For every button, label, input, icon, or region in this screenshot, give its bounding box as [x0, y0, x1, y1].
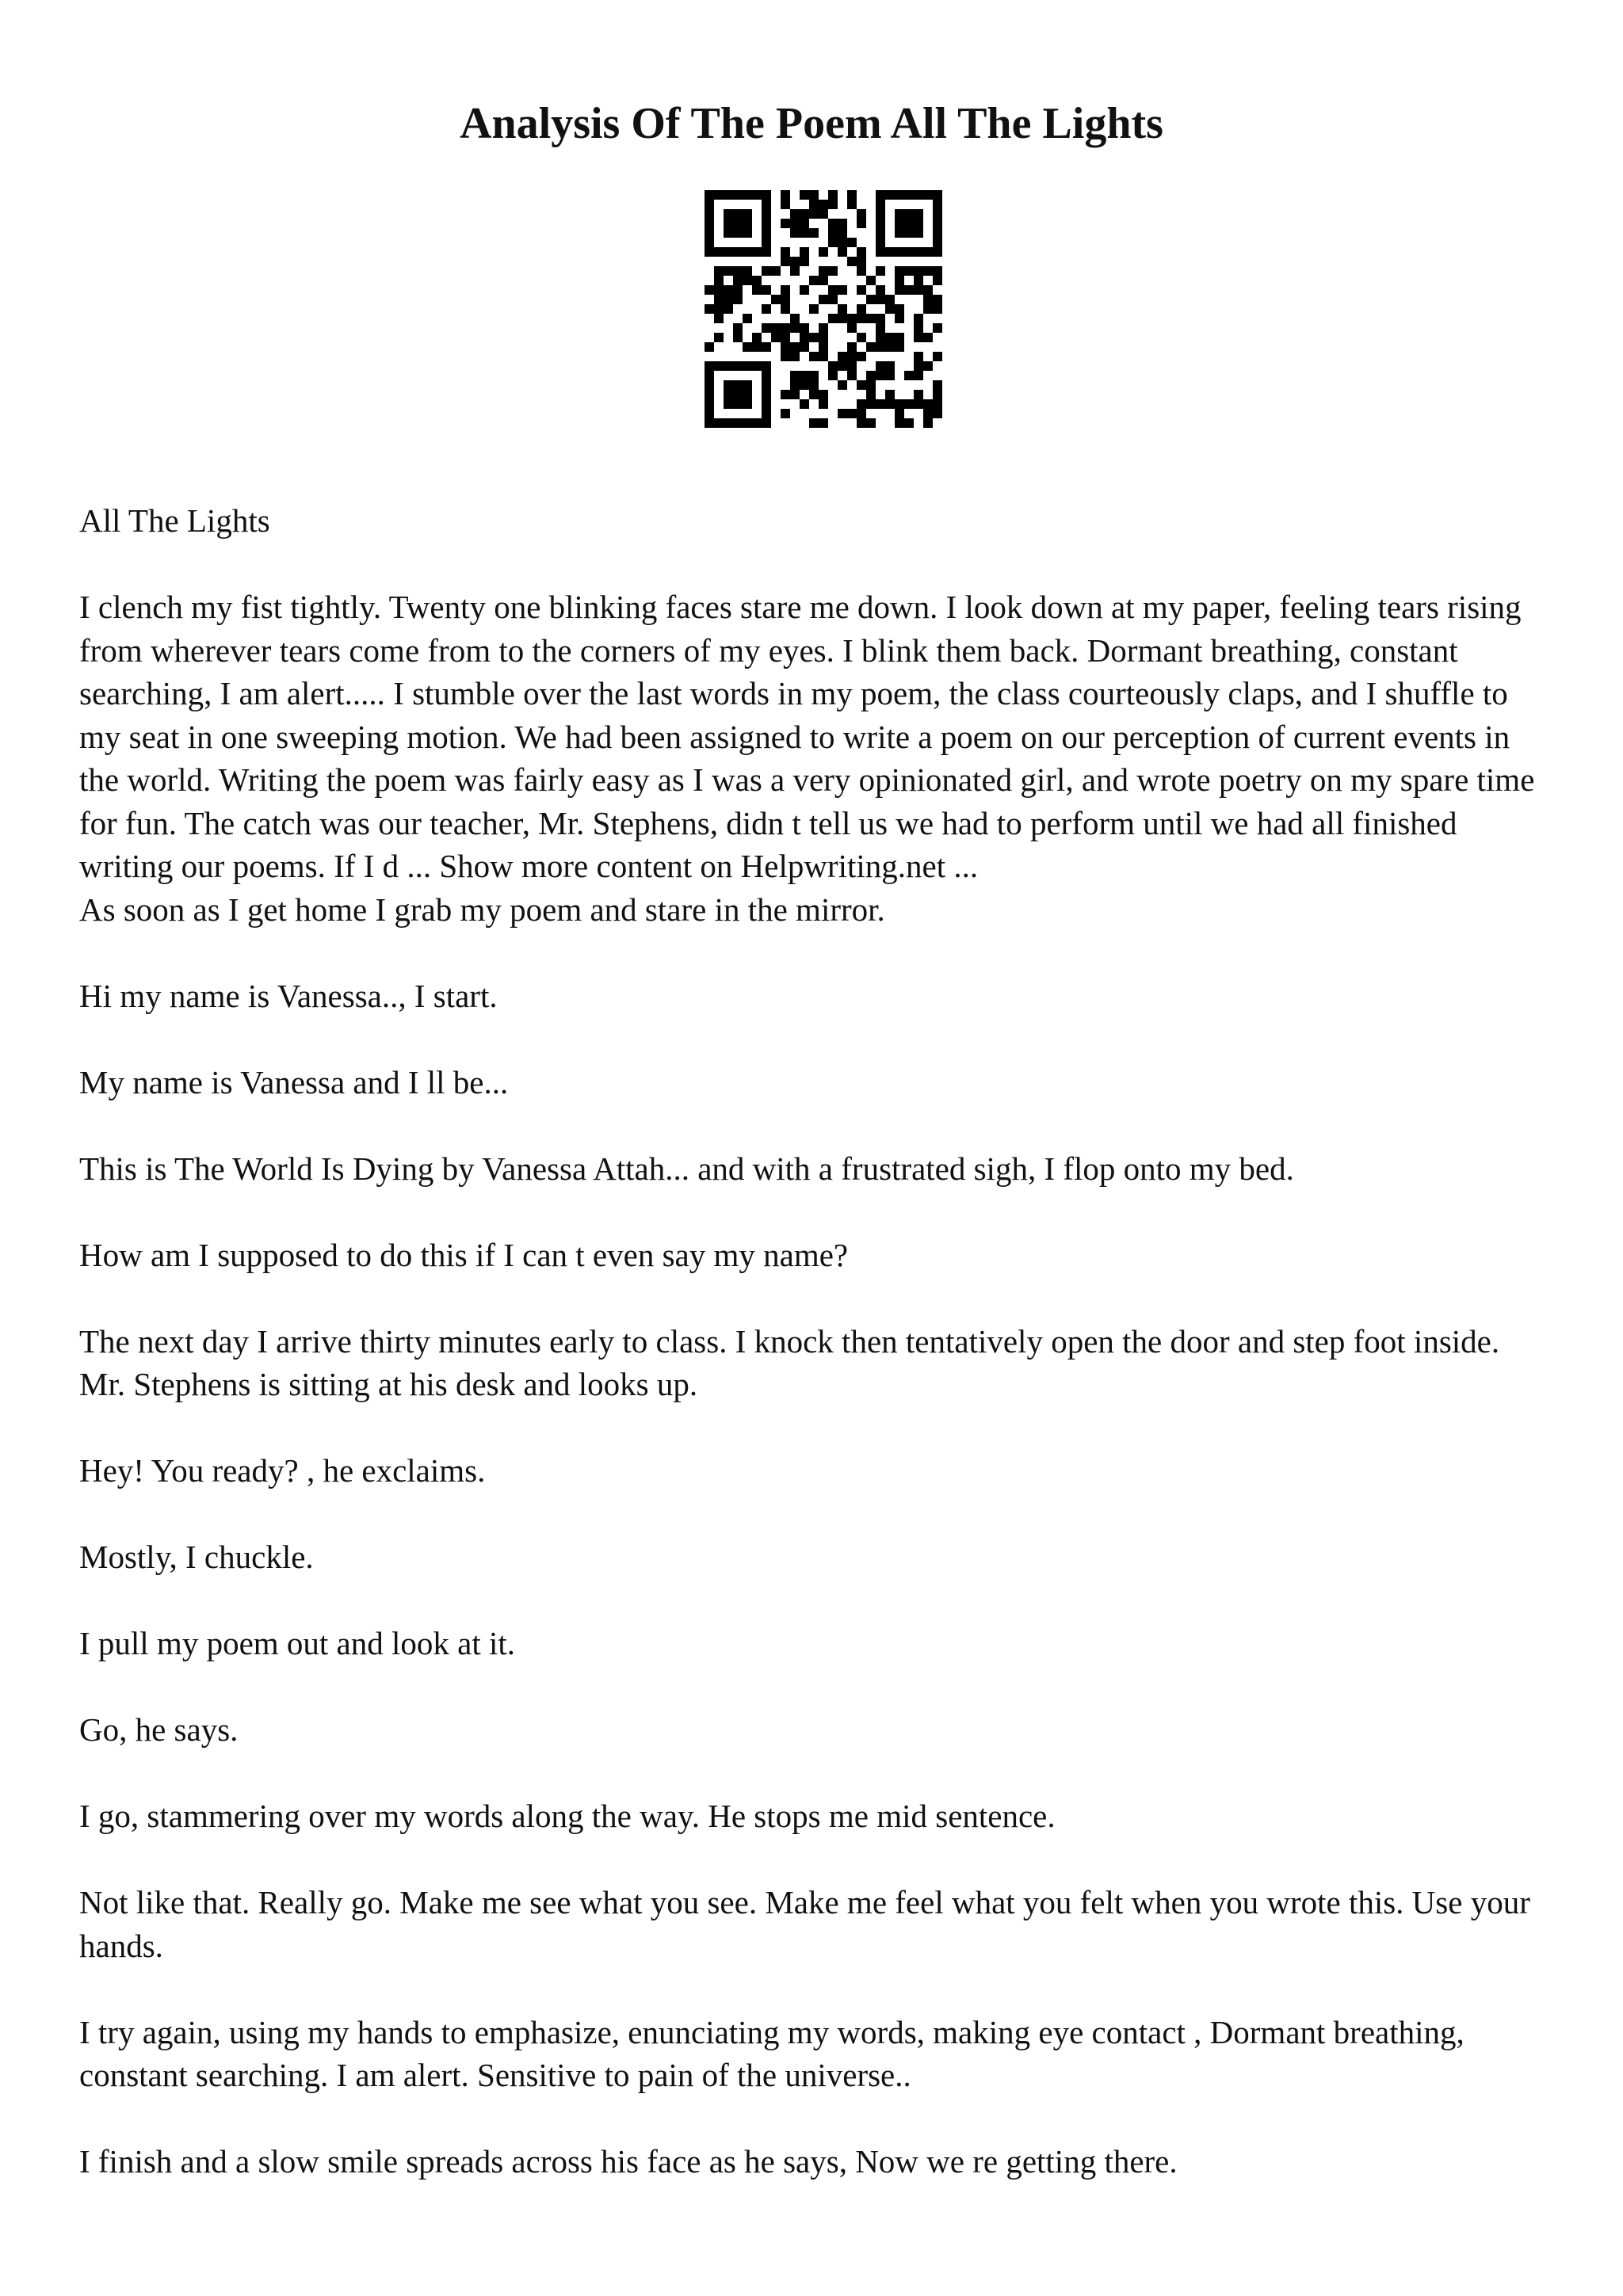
paragraph: Go, he says.	[79, 1711, 239, 1748]
paragraph-heading: All The Lights	[79, 502, 270, 539]
paragraph: I clench my fist tightly. Twenty one blinking faces stare me down. I look down at my paper, feeling tears rising from wherever tears come from to the corners of my eyes. I blink them back. Dormant breathing, constant searching, I am alert..... I stumble over the last words in my poem, the class courteously claps, and I shuffle to my seat in one sweeping motion. We had been assigned to write a poem on our perception of current events in the world. Writing the poem was fairly easy as I was a very opinionated girl, and wrote poetry on my spare time for fun. The catch was our teacher, Mr. Stephens, didn t tell us we had to perform until we had all finished writing our poems. If I d ... Show more content on Helpwriting.net ...	[79, 589, 1535, 884]
paragraph: Mostly, I chuckle.	[79, 1539, 314, 1575]
paragraph: As soon as I get home I grab my poem and stare in the mirror.	[79, 891, 885, 928]
paragraph: I pull my poem out and look at it.	[79, 1625, 516, 1661]
paragraph: How am I supposed to do this if I can t even say my name?	[79, 1236, 849, 1273]
paragraph: I try again, using my hands to emphasize, enunciating my words, making eye contact , Dormant breathing, constant searching. I am alert. Sensitive to pain of the universe..	[79, 2013, 1465, 2093]
paragraph: I finish and a slow smile spreads across his face as he says, Now we re getting there.	[79, 2143, 1178, 2180]
document-title: Analysis Of The Poem All The Lights	[460, 99, 1163, 148]
paragraph: This is The World Is Dying by Vanessa Attah... and with a frustrated sigh, I flop onto my bed.	[79, 1150, 1294, 1187]
paragraph: I go, stammering over my words along the way. He stops me mid sentence.	[79, 1798, 1056, 1834]
paragraph: Not like that. Really go. Make me see what you see. Make me feel what you felt when you wrote this. Use your hands.	[79, 1884, 1530, 1964]
paragraph: My name is Vanessa and I ll be...	[79, 1063, 509, 1100]
qr-code-icon	[705, 190, 942, 428]
paragraph: Hi my name is Vanessa.., I start.	[79, 977, 498, 1014]
paragraph: Hey! You ready? , he exclaims.	[79, 1452, 486, 1489]
document-body	[79, 499, 1553, 2226]
paragraph: The next day I arrive thirty minutes early to class. I knock then tentatively open the door and step foot inside. Mr. Stephens is sitting at his desk and looks up.	[79, 1322, 1500, 1402]
